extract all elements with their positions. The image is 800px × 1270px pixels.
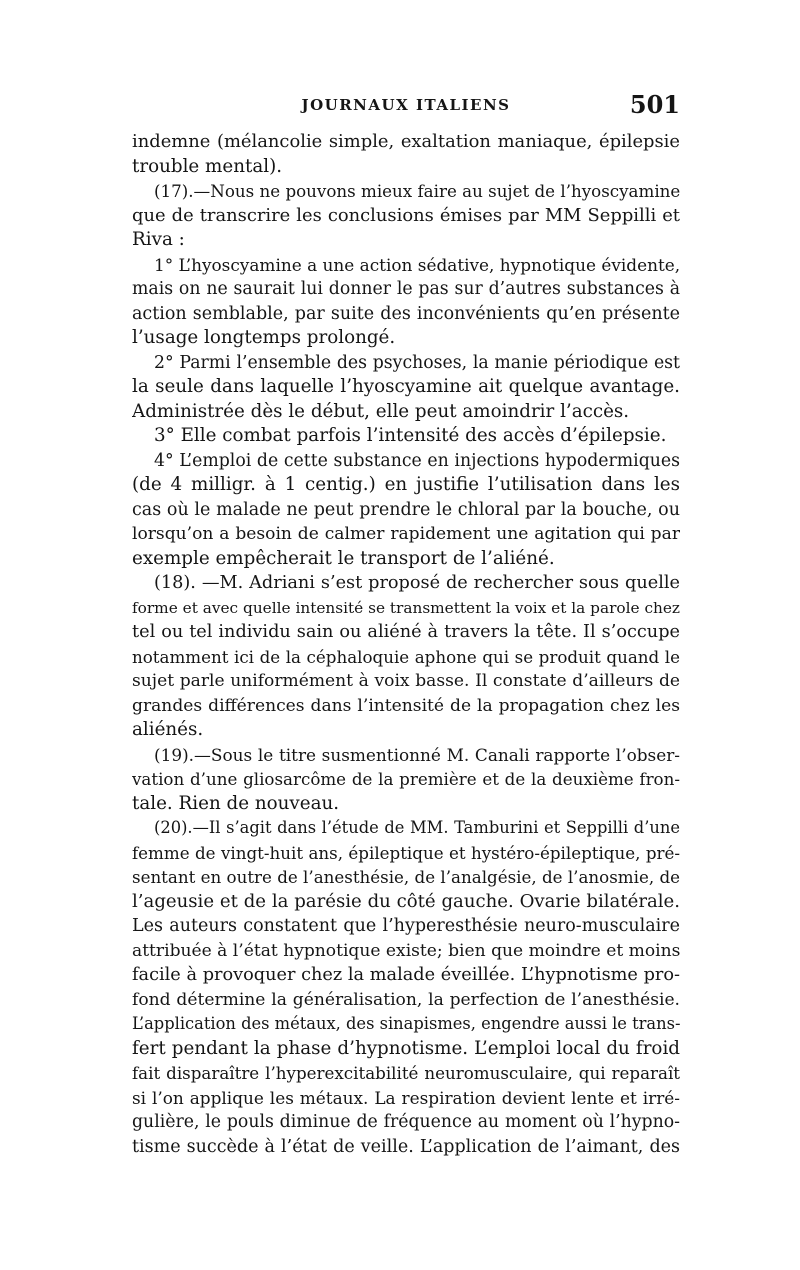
- text-line: sentant en outre de l’anesthésie, de l’analgésie, de l’anosmie, de: [132, 867, 680, 887]
- page-number: 501: [629, 90, 680, 119]
- text-line: aliénés.: [132, 719, 204, 740]
- text-line: trouble mental).: [132, 155, 283, 177]
- text-line: 2° Parmi l’ensemble des psychoses, la manie périodique est: [154, 352, 680, 373]
- text-line: fait disparaître l’hyperexcitabilité neuromusculaire, qui reparaît: [132, 1063, 680, 1083]
- text-line: notamment ici de la céphaloquie aphone qui se produit quand le: [132, 646, 680, 667]
- text-line: fert pendant la phase d’hypnotisme. L’emploi local du froid: [132, 1037, 680, 1059]
- text-line: que de transcrire les conclusions émises par MM Seppilli et: [132, 204, 680, 226]
- text-line: (18). —M. Adriani s’est proposé de rechercher sous quelle: [154, 573, 680, 593]
- text-line: vation d’une gliosarcôme de la première et de la deuxième fron-: [132, 769, 680, 789]
- running-title: JOURNAUX ITALIENS: [301, 96, 511, 114]
- text-line: la seule dans laquelle l’hyoscyamine ait quelque avantage.: [132, 376, 680, 397]
- text-line: tisme succède à l’état de veille. L’application de l’aimant, des: [132, 1136, 680, 1157]
- text-line: lorsqu’on a besoin de calmer rapidement une agitation qui par: [132, 524, 680, 544]
- text-line: forme et avec quelle intensité se transmettent la voix et la parole chez: [132, 598, 680, 617]
- text-line: gulière, le pouls diminue de fréquence au moment où l’hypno-: [132, 1112, 680, 1132]
- text-line: l’usage longtemps prolongé.: [132, 327, 396, 348]
- text-line: exemple empêcherait le transport de l’aliéné.: [132, 547, 555, 569]
- text-line: L’application des métaux, des sinapismes, engendre aussi le trans-: [132, 1014, 680, 1033]
- text-line: facile à provoquer chez la malade éveillée. L’hypnotisme pro-: [132, 965, 680, 985]
- text-line: attribuée à l’état hypnotique existe; bien que moindre et moins: [132, 940, 680, 961]
- text-line: (de 4 milligr. à 1 centig.) en justifie l’utilisation dans les: [132, 474, 680, 495]
- text-line: femme de vingt-huit ans, épileptique et hystéro-épileptique, pré-: [132, 842, 680, 863]
- text-line: (20).—Il s’agit dans l’étude de MM. Tamburini et Seppilli d’une: [154, 818, 680, 837]
- text-line: Les auteurs constatent que l’hyperesthésie neuro-musculaire: [132, 916, 680, 936]
- text-line: fond détermine la généralisation, la perfection de l’anesthésie.: [132, 989, 680, 1010]
- text-line: cas où le malade ne peut prendre le chloral par la bouche, ou: [132, 499, 680, 520]
- text-line: Administrée dès le début, elle peut amoindrir l’accès.: [132, 400, 630, 422]
- text-line: Riva :: [132, 229, 185, 250]
- text-line: tel ou tel individu sain ou aliéné à travers la tête. Il s’occupe: [132, 622, 680, 642]
- text-line: 3° Elle combat parfois l’intensité des accès d’épilepsie.: [154, 425, 667, 446]
- text-line: grandes différences dans l’intensité de la propagation chez les: [132, 695, 680, 716]
- text-line: action semblable, par suite des inconvénients qu’en présente: [132, 303, 680, 324]
- text-line: 4° L’emploi de cette substance en injections hypodermiques: [154, 450, 680, 471]
- page-header: [132, 90, 680, 120]
- text-line: indemne (mélancolie simple, exaltation maniaque, épilepsie: [132, 131, 680, 152]
- text-line: mais on ne saurait lui donner le pas sur d’autres substances à: [132, 279, 680, 299]
- text-line: si l’on applique les métaux. La respiration devient lente et irré-: [132, 1087, 680, 1108]
- text-line: tale. Rien de nouveau.: [132, 792, 340, 814]
- text-line: l’ageusie et de la parésie du côté gauche. Ovarie bilatérale.: [132, 890, 680, 912]
- text-line: 1° L’hyoscyamine a une action sédative, hypnotique évidente,: [154, 254, 680, 275]
- text-line: sujet parle uniformément à voix basse. Il constate d’ailleurs de: [132, 671, 680, 691]
- text-line: (19).—Sous le titre susmentionné M. Canali rapporte l’obser-: [154, 744, 680, 765]
- body-text: [132, 130, 680, 1159]
- text-line: (17).—Nous ne pouvons mieux faire au sujet de l’hyoscyamine: [154, 181, 680, 201]
